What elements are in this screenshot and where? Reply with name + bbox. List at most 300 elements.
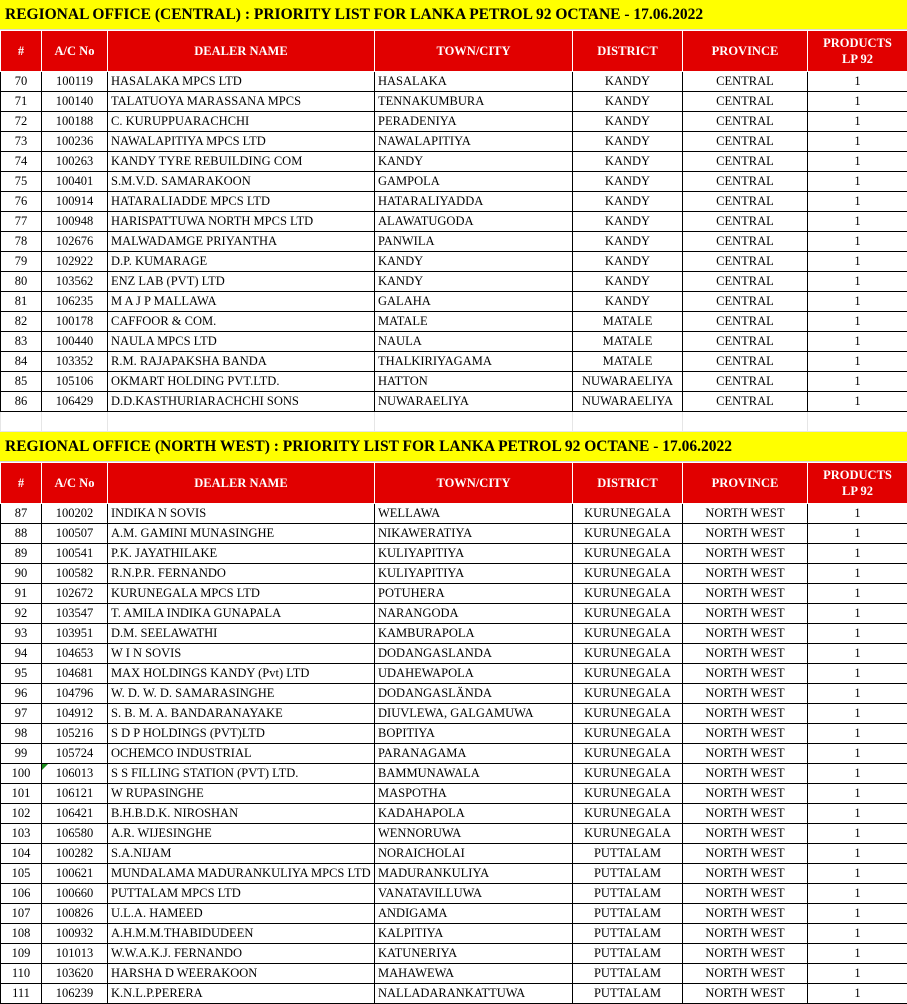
town-city-cell[interactable]: KAMBURAPOLA: [375, 624, 573, 644]
dealer-name-cell[interactable]: MUNDALAMA MADURANKULIYA MPCS LTD: [108, 864, 375, 884]
dealer-name-cell[interactable]: OKMART HOLDING PVT.LTD.: [108, 372, 375, 392]
town-city-cell[interactable]: NAULA: [375, 332, 573, 352]
district-cell[interactable]: KURUNEGALA: [573, 764, 683, 784]
district-cell[interactable]: KANDY: [573, 92, 683, 112]
products-lp92-cell[interactable]: 1: [808, 684, 907, 704]
province-cell[interactable]: NORTH WEST: [683, 984, 808, 1004]
account-number-cell[interactable]: 106013: [42, 764, 108, 784]
account-number-cell[interactable]: 100263: [42, 152, 108, 172]
empty-cell[interactable]: [375, 412, 573, 432]
province-cell[interactable]: NORTH WEST: [683, 764, 808, 784]
products-lp92-cell[interactable]: 1: [808, 724, 907, 744]
province-cell[interactable]: NORTH WEST: [683, 784, 808, 804]
products-lp92-cell[interactable]: 1: [808, 704, 907, 724]
products-lp92-cell[interactable]: 1: [808, 584, 907, 604]
town-city-cell[interactable]: KANDY: [375, 152, 573, 172]
account-number-cell[interactable]: 100914: [42, 192, 108, 212]
town-city-cell[interactable]: PERADENIYA: [375, 112, 573, 132]
row-number-cell[interactable]: 83: [1, 332, 42, 352]
province-cell[interactable]: NORTH WEST: [683, 544, 808, 564]
account-number-cell[interactable]: 100826: [42, 904, 108, 924]
account-number-cell[interactable]: 100507: [42, 524, 108, 544]
products-lp92-cell[interactable]: 1: [808, 392, 907, 412]
products-lp92-cell[interactable]: 1: [808, 884, 907, 904]
province-cell[interactable]: CENTRAL: [683, 112, 808, 132]
district-cell[interactable]: PUTTALAM: [573, 864, 683, 884]
town-city-cell[interactable]: NALLADARANKATTUWA: [375, 984, 573, 1004]
products-lp92-cell[interactable]: 1: [808, 784, 907, 804]
account-number-cell[interactable]: 102672: [42, 584, 108, 604]
account-number-cell[interactable]: 100582: [42, 564, 108, 584]
products-lp92-cell[interactable]: 1: [808, 984, 907, 1004]
town-city-cell[interactable]: NAWALAPITIYA: [375, 132, 573, 152]
town-city-cell[interactable]: MATALE: [375, 312, 573, 332]
products-lp92-cell[interactable]: 1: [808, 744, 907, 764]
products-lp92-cell[interactable]: 1: [808, 924, 907, 944]
town-city-cell[interactable]: MASPOTHA: [375, 784, 573, 804]
province-cell[interactable]: NORTH WEST: [683, 744, 808, 764]
products-lp92-cell[interactable]: 1: [808, 132, 907, 152]
district-cell[interactable]: KURUNEGALA: [573, 664, 683, 684]
province-cell[interactable]: CENTRAL: [683, 92, 808, 112]
district-cell[interactable]: MATALE: [573, 332, 683, 352]
dealer-name-cell[interactable]: HARISPATTUWA NORTH MPCS LTD: [108, 212, 375, 232]
district-cell[interactable]: KANDY: [573, 172, 683, 192]
district-cell[interactable]: MATALE: [573, 352, 683, 372]
town-city-cell[interactable]: GALAHA: [375, 292, 573, 312]
province-cell[interactable]: NORTH WEST: [683, 824, 808, 844]
row-number-cell[interactable]: 91: [1, 584, 42, 604]
town-city-cell[interactable]: THALKIRIYAGAMA: [375, 352, 573, 372]
district-cell[interactable]: PUTTALAM: [573, 944, 683, 964]
products-lp92-cell[interactable]: 1: [808, 172, 907, 192]
row-number-cell[interactable]: 104: [1, 844, 42, 864]
account-number-cell[interactable]: 100541: [42, 544, 108, 564]
row-number-cell[interactable]: 86: [1, 392, 42, 412]
district-cell[interactable]: PUTTALAM: [573, 984, 683, 1004]
account-number-cell[interactable]: 103352: [42, 352, 108, 372]
dealer-name-cell[interactable]: ENZ LAB (PVT) LTD: [108, 272, 375, 292]
empty-cell[interactable]: [683, 412, 808, 432]
row-number-cell[interactable]: 110: [1, 964, 42, 984]
account-number-cell[interactable]: 104681: [42, 664, 108, 684]
products-lp92-cell[interactable]: 1: [808, 644, 907, 664]
products-lp92-cell[interactable]: 1: [808, 92, 907, 112]
row-number-cell[interactable]: 70: [1, 72, 42, 92]
province-cell[interactable]: NORTH WEST: [683, 564, 808, 584]
row-number-cell[interactable]: 100: [1, 764, 42, 784]
account-number-cell[interactable]: 100660: [42, 884, 108, 904]
row-number-cell[interactable]: 106: [1, 884, 42, 904]
dealer-name-cell[interactable]: U.L.A. HAMEED: [108, 904, 375, 924]
row-number-cell[interactable]: 108: [1, 924, 42, 944]
district-cell[interactable]: KURUNEGALA: [573, 744, 683, 764]
district-cell[interactable]: KURUNEGALA: [573, 824, 683, 844]
town-city-cell[interactable]: WENNORUWA: [375, 824, 573, 844]
products-lp92-cell[interactable]: 1: [808, 824, 907, 844]
town-city-cell[interactable]: PARANAGAMA: [375, 744, 573, 764]
row-number-cell[interactable]: 81: [1, 292, 42, 312]
row-number-cell[interactable]: 87: [1, 504, 42, 524]
dealer-name-cell[interactable]: A.M. GAMINI MUNASINGHE: [108, 524, 375, 544]
town-city-cell[interactable]: BAMMUNAWALA: [375, 764, 573, 784]
district-cell[interactable]: KURUNEGALA: [573, 724, 683, 744]
row-number-cell[interactable]: 77: [1, 212, 42, 232]
province-cell[interactable]: NORTH WEST: [683, 524, 808, 544]
town-city-cell[interactable]: KANDY: [375, 252, 573, 272]
dealer-name-cell[interactable]: HARSHA D WEERAKOON: [108, 964, 375, 984]
row-number-cell[interactable]: 102: [1, 804, 42, 824]
province-cell[interactable]: NORTH WEST: [683, 724, 808, 744]
products-lp92-cell[interactable]: 1: [808, 524, 907, 544]
district-cell[interactable]: KANDY: [573, 212, 683, 232]
account-number-cell[interactable]: 101013: [42, 944, 108, 964]
products-lp92-cell[interactable]: 1: [808, 292, 907, 312]
district-cell[interactable]: KANDY: [573, 152, 683, 172]
account-number-cell[interactable]: 106429: [42, 392, 108, 412]
row-number-cell[interactable]: 84: [1, 352, 42, 372]
products-lp92-cell[interactable]: 1: [808, 252, 907, 272]
account-number-cell[interactable]: 100932: [42, 924, 108, 944]
dealer-name-cell[interactable]: PUTTALAM MPCS LTD: [108, 884, 375, 904]
province-cell[interactable]: CENTRAL: [683, 172, 808, 192]
district-cell[interactable]: KURUNEGALA: [573, 704, 683, 724]
dealer-name-cell[interactable]: CAFFOOR & COM.: [108, 312, 375, 332]
province-cell[interactable]: CENTRAL: [683, 252, 808, 272]
province-cell[interactable]: NORTH WEST: [683, 944, 808, 964]
row-number-cell[interactable]: 101: [1, 784, 42, 804]
row-number-cell[interactable]: 109: [1, 944, 42, 964]
town-city-cell[interactable]: NARANGODA: [375, 604, 573, 624]
account-number-cell[interactable]: 103620: [42, 964, 108, 984]
row-number-cell[interactable]: 90: [1, 564, 42, 584]
district-cell[interactable]: KANDY: [573, 192, 683, 212]
products-lp92-cell[interactable]: 1: [808, 272, 907, 292]
account-number-cell[interactable]: 106421: [42, 804, 108, 824]
dealer-name-cell[interactable]: A.R. WIJESINGHE: [108, 824, 375, 844]
products-lp92-cell[interactable]: 1: [808, 72, 907, 92]
dealer-name-cell[interactable]: D.D.KASTHURIARACHCHI SONS: [108, 392, 375, 412]
account-number-cell[interactable]: 100236: [42, 132, 108, 152]
town-city-cell[interactable]: VANATAVILLUWA: [375, 884, 573, 904]
account-number-cell[interactable]: 100401: [42, 172, 108, 192]
district-cell[interactable]: PUTTALAM: [573, 964, 683, 984]
row-number-cell[interactable]: 111: [1, 984, 42, 1004]
row-number-cell[interactable]: 99: [1, 744, 42, 764]
dealer-name-cell[interactable]: MALWADAMGE PRIYANTHA: [108, 232, 375, 252]
products-lp92-cell[interactable]: 1: [808, 864, 907, 884]
dealer-name-cell[interactable]: OCHEMCO INDUSTRIAL: [108, 744, 375, 764]
row-number-cell[interactable]: 74: [1, 152, 42, 172]
products-lp92-cell[interactable]: 1: [808, 152, 907, 172]
dealer-name-cell[interactable]: T. AMILA INDIKA GUNAPALA: [108, 604, 375, 624]
dealer-name-cell[interactable]: HASALAKA MPCS LTD: [108, 72, 375, 92]
town-city-cell[interactable]: MADURANKULIYA: [375, 864, 573, 884]
town-city-cell[interactable]: HATARALIYADDA: [375, 192, 573, 212]
town-city-cell[interactable]: KULIYAPITIYA: [375, 564, 573, 584]
products-lp92-cell[interactable]: 1: [808, 352, 907, 372]
products-lp92-cell[interactable]: 1: [808, 192, 907, 212]
row-number-cell[interactable]: 95: [1, 664, 42, 684]
province-cell[interactable]: NORTH WEST: [683, 804, 808, 824]
town-city-cell[interactable]: KULIYAPITIYA: [375, 544, 573, 564]
dealer-name-cell[interactable]: R.M. RAJAPAKSHA BANDA: [108, 352, 375, 372]
district-cell[interactable]: PUTTALAM: [573, 844, 683, 864]
province-cell[interactable]: NORTH WEST: [683, 864, 808, 884]
district-cell[interactable]: KURUNEGALA: [573, 584, 683, 604]
products-lp92-cell[interactable]: 1: [808, 804, 907, 824]
province-cell[interactable]: CENTRAL: [683, 392, 808, 412]
province-cell[interactable]: NORTH WEST: [683, 704, 808, 724]
district-cell[interactable]: KURUNEGALA: [573, 524, 683, 544]
row-number-cell[interactable]: 103: [1, 824, 42, 844]
town-city-cell[interactable]: DIUVLEWA, GALGAMUWA: [375, 704, 573, 724]
town-city-cell[interactable]: BOPITIYA: [375, 724, 573, 744]
dealer-name-cell[interactable]: W RUPASINGHE: [108, 784, 375, 804]
dealer-name-cell[interactable]: M A J P MALLAWA: [108, 292, 375, 312]
dealer-name-cell[interactable]: A.H.M.M.THABIDUDEEN: [108, 924, 375, 944]
row-number-cell[interactable]: 71: [1, 92, 42, 112]
province-cell[interactable]: CENTRAL: [683, 192, 808, 212]
dealer-name-cell[interactable]: S D P HOLDINGS (PVT)LTD: [108, 724, 375, 744]
row-number-cell[interactable]: 85: [1, 372, 42, 392]
account-number-cell[interactable]: 103547: [42, 604, 108, 624]
empty-cell[interactable]: [1, 412, 42, 432]
dealer-name-cell[interactable]: KANDY TYRE REBUILDING COM: [108, 152, 375, 172]
empty-cell[interactable]: [808, 412, 907, 432]
province-cell[interactable]: NORTH WEST: [683, 504, 808, 524]
district-cell[interactable]: KURUNEGALA: [573, 804, 683, 824]
dealer-name-cell[interactable]: W.W.A.K.J. FERNANDO: [108, 944, 375, 964]
district-cell[interactable]: KANDY: [573, 72, 683, 92]
town-city-cell[interactable]: ANDIGAMA: [375, 904, 573, 924]
account-number-cell[interactable]: 106239: [42, 984, 108, 1004]
town-city-cell[interactable]: NORAICHOLAI: [375, 844, 573, 864]
district-cell[interactable]: KANDY: [573, 132, 683, 152]
province-cell[interactable]: CENTRAL: [683, 332, 808, 352]
province-cell[interactable]: CENTRAL: [683, 152, 808, 172]
town-city-cell[interactable]: DODANGASLÄNDA: [375, 684, 573, 704]
district-cell[interactable]: NUWARAELIYA: [573, 392, 683, 412]
row-number-cell[interactable]: 82: [1, 312, 42, 332]
account-number-cell[interactable]: 102922: [42, 252, 108, 272]
province-cell[interactable]: NORTH WEST: [683, 924, 808, 944]
province-cell[interactable]: NORTH WEST: [683, 584, 808, 604]
dealer-name-cell[interactable]: NAWALAPITIYA MPCS LTD: [108, 132, 375, 152]
town-city-cell[interactable]: PANWILA: [375, 232, 573, 252]
products-lp92-cell[interactable]: 1: [808, 504, 907, 524]
province-cell[interactable]: NORTH WEST: [683, 884, 808, 904]
town-city-cell[interactable]: KATUNERIYA: [375, 944, 573, 964]
province-cell[interactable]: CENTRAL: [683, 372, 808, 392]
dealer-name-cell[interactable]: NAULA MPCS LTD: [108, 332, 375, 352]
account-number-cell[interactable]: 100178: [42, 312, 108, 332]
dealer-name-cell[interactable]: B.H.B.D.K. NIROSHAN: [108, 804, 375, 824]
dealer-name-cell[interactable]: S S FILLING STATION (PVT) LTD.: [108, 764, 375, 784]
district-cell[interactable]: KURUNEGALA: [573, 684, 683, 704]
town-city-cell[interactable]: NIKAWERATIYA: [375, 524, 573, 544]
town-city-cell[interactable]: HASALAKA: [375, 72, 573, 92]
town-city-cell[interactable]: HATTON: [375, 372, 573, 392]
products-lp92-cell[interactable]: 1: [808, 664, 907, 684]
province-cell[interactable]: NORTH WEST: [683, 644, 808, 664]
account-number-cell[interactable]: 100140: [42, 92, 108, 112]
account-number-cell[interactable]: 100948: [42, 212, 108, 232]
province-cell[interactable]: CENTRAL: [683, 132, 808, 152]
account-number-cell[interactable]: 105216: [42, 724, 108, 744]
products-lp92-cell[interactable]: 1: [808, 564, 907, 584]
row-number-cell[interactable]: 98: [1, 724, 42, 744]
dealer-name-cell[interactable]: K.N.L.P.PERERA: [108, 984, 375, 1004]
dealer-name-cell[interactable]: INDIKA N SOVIS: [108, 504, 375, 524]
dealer-name-cell[interactable]: D.P. KUMARAGE: [108, 252, 375, 272]
town-city-cell[interactable]: WELLAWA: [375, 504, 573, 524]
account-number-cell[interactable]: 102676: [42, 232, 108, 252]
row-number-cell[interactable]: 94: [1, 644, 42, 664]
account-number-cell[interactable]: 104796: [42, 684, 108, 704]
province-cell[interactable]: CENTRAL: [683, 272, 808, 292]
town-city-cell[interactable]: GAMPOLA: [375, 172, 573, 192]
town-city-cell[interactable]: DODANGASLANDA: [375, 644, 573, 664]
district-cell[interactable]: KURUNEGALA: [573, 564, 683, 584]
account-number-cell[interactable]: 106580: [42, 824, 108, 844]
account-number-cell[interactable]: 100621: [42, 864, 108, 884]
account-number-cell[interactable]: 100119: [42, 72, 108, 92]
district-cell[interactable]: KURUNEGALA: [573, 784, 683, 804]
province-cell[interactable]: CENTRAL: [683, 292, 808, 312]
dealer-name-cell[interactable]: HATARALIADDE MPCS LTD: [108, 192, 375, 212]
row-number-cell[interactable]: 89: [1, 544, 42, 564]
row-number-cell[interactable]: 96: [1, 684, 42, 704]
province-cell[interactable]: NORTH WEST: [683, 964, 808, 984]
province-cell[interactable]: CENTRAL: [683, 212, 808, 232]
province-cell[interactable]: NORTH WEST: [683, 624, 808, 644]
town-city-cell[interactable]: KADAHAPOLA: [375, 804, 573, 824]
dealer-name-cell[interactable]: S.M.V.D. SAMARAKOON: [108, 172, 375, 192]
district-cell[interactable]: KURUNEGALA: [573, 644, 683, 664]
account-number-cell[interactable]: 105724: [42, 744, 108, 764]
row-number-cell[interactable]: 92: [1, 604, 42, 624]
products-lp92-cell[interactable]: 1: [808, 212, 907, 232]
dealer-name-cell[interactable]: D.M. SEELAWATHI: [108, 624, 375, 644]
products-lp92-cell[interactable]: 1: [808, 624, 907, 644]
products-lp92-cell[interactable]: 1: [808, 312, 907, 332]
town-city-cell[interactable]: KALPITIYA: [375, 924, 573, 944]
district-cell[interactable]: KANDY: [573, 232, 683, 252]
account-number-cell[interactable]: 100440: [42, 332, 108, 352]
town-city-cell[interactable]: ALAWATUGODA: [375, 212, 573, 232]
district-cell[interactable]: PUTTALAM: [573, 924, 683, 944]
account-number-cell[interactable]: 105106: [42, 372, 108, 392]
row-number-cell[interactable]: 79: [1, 252, 42, 272]
products-lp92-cell[interactable]: 1: [808, 964, 907, 984]
province-cell[interactable]: NORTH WEST: [683, 684, 808, 704]
products-lp92-cell[interactable]: 1: [808, 764, 907, 784]
town-city-cell[interactable]: POTUHERA: [375, 584, 573, 604]
row-number-cell[interactable]: 93: [1, 624, 42, 644]
province-cell[interactable]: NORTH WEST: [683, 664, 808, 684]
dealer-name-cell[interactable]: R.N.P.R. FERNANDO: [108, 564, 375, 584]
row-number-cell[interactable]: 73: [1, 132, 42, 152]
province-cell[interactable]: NORTH WEST: [683, 844, 808, 864]
row-number-cell[interactable]: 107: [1, 904, 42, 924]
row-number-cell[interactable]: 105: [1, 864, 42, 884]
row-number-cell[interactable]: 75: [1, 172, 42, 192]
town-city-cell[interactable]: NUWARAELIYA: [375, 392, 573, 412]
town-city-cell[interactable]: KANDY: [375, 272, 573, 292]
account-number-cell[interactable]: 100188: [42, 112, 108, 132]
town-city-cell[interactable]: MAHAWEWA: [375, 964, 573, 984]
district-cell[interactable]: KURUNEGALA: [573, 624, 683, 644]
dealer-name-cell[interactable]: TALATUOYA MARASSANA MPCS: [108, 92, 375, 112]
empty-cell[interactable]: [42, 412, 108, 432]
district-cell[interactable]: KANDY: [573, 112, 683, 132]
district-cell[interactable]: PUTTALAM: [573, 884, 683, 904]
district-cell[interactable]: KURUNEGALA: [573, 544, 683, 564]
district-cell[interactable]: KANDY: [573, 272, 683, 292]
account-number-cell[interactable]: 104912: [42, 704, 108, 724]
town-city-cell[interactable]: UDAHEWAPOLA: [375, 664, 573, 684]
row-number-cell[interactable]: 88: [1, 524, 42, 544]
row-number-cell[interactable]: 72: [1, 112, 42, 132]
account-number-cell[interactable]: 103951: [42, 624, 108, 644]
province-cell[interactable]: NORTH WEST: [683, 604, 808, 624]
dealer-name-cell[interactable]: S. B. M. A. BANDARANAYAKE: [108, 704, 375, 724]
account-number-cell[interactable]: 103562: [42, 272, 108, 292]
town-city-cell[interactable]: TENNAKUMBURA: [375, 92, 573, 112]
province-cell[interactable]: CENTRAL: [683, 352, 808, 372]
dealer-name-cell[interactable]: KURUNEGALA MPCS LTD: [108, 584, 375, 604]
products-lp92-cell[interactable]: 1: [808, 944, 907, 964]
products-lp92-cell[interactable]: 1: [808, 544, 907, 564]
row-number-cell[interactable]: 78: [1, 232, 42, 252]
products-lp92-cell[interactable]: 1: [808, 372, 907, 392]
district-cell[interactable]: KANDY: [573, 292, 683, 312]
district-cell[interactable]: MATALE: [573, 312, 683, 332]
products-lp92-cell[interactable]: 1: [808, 904, 907, 924]
empty-cell[interactable]: [108, 412, 375, 432]
row-number-cell[interactable]: 97: [1, 704, 42, 724]
dealer-name-cell[interactable]: C. KURUPPUARACHCHI: [108, 112, 375, 132]
district-cell[interactable]: KURUNEGALA: [573, 504, 683, 524]
account-number-cell[interactable]: 104653: [42, 644, 108, 664]
province-cell[interactable]: CENTRAL: [683, 72, 808, 92]
dealer-name-cell[interactable]: P.K. JAYATHILAKE: [108, 544, 375, 564]
products-lp92-cell[interactable]: 1: [808, 332, 907, 352]
dealer-name-cell[interactable]: W I N SOVIS: [108, 644, 375, 664]
district-cell[interactable]: KURUNEGALA: [573, 604, 683, 624]
products-lp92-cell[interactable]: 1: [808, 844, 907, 864]
district-cell[interactable]: KANDY: [573, 252, 683, 272]
row-number-cell[interactable]: 80: [1, 272, 42, 292]
district-cell[interactable]: PUTTALAM: [573, 904, 683, 924]
account-number-cell[interactable]: 106235: [42, 292, 108, 312]
products-lp92-cell[interactable]: 1: [808, 112, 907, 132]
province-cell[interactable]: NORTH WEST: [683, 904, 808, 924]
dealer-name-cell[interactable]: MAX HOLDINGS KANDY (Pvt) LTD: [108, 664, 375, 684]
row-number-cell[interactable]: 76: [1, 192, 42, 212]
dealer-name-cell[interactable]: S.A.NIJAM: [108, 844, 375, 864]
account-number-cell[interactable]: 100282: [42, 844, 108, 864]
empty-cell[interactable]: [573, 412, 683, 432]
products-lp92-cell[interactable]: 1: [808, 604, 907, 624]
province-cell[interactable]: CENTRAL: [683, 312, 808, 332]
account-number-cell[interactable]: 106121: [42, 784, 108, 804]
products-lp92-cell[interactable]: 1: [808, 232, 907, 252]
province-cell[interactable]: CENTRAL: [683, 232, 808, 252]
dealer-name-cell[interactable]: W. D. W. D. SAMARASINGHE: [108, 684, 375, 704]
district-cell[interactable]: NUWARAELIYA: [573, 372, 683, 392]
